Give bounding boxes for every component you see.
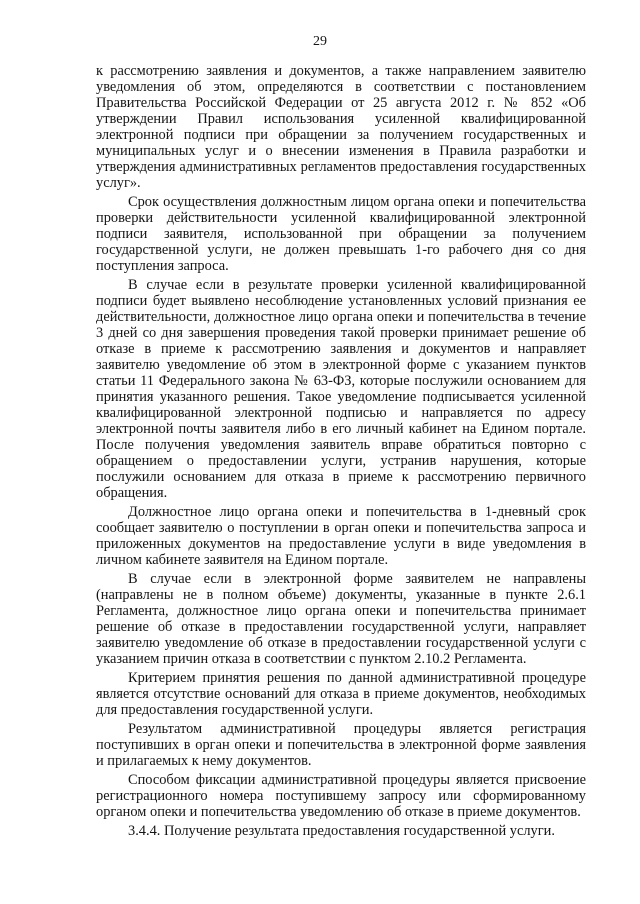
paragraph-fixation-method: Способом фиксации административной процедуры является присвоение регистрационного номера поступившему запросу или сформированному органом опеки и попечительства уведомлению об отказе в приеме документов. <box>96 772 586 820</box>
paragraph-decision-criterion: Критерием принятия решения по данной административной процедуре является отсутствие оснований для отказа в приеме документов, необходимых для предоставления государственной услуги. <box>96 670 586 718</box>
page-number: 29 <box>313 34 327 49</box>
document-body <box>96 63 586 842</box>
paragraph-signature-invalid: В случае если в результате проверки усиленной квалифицированной подписи будет выявлено несоблюдение установленных условий признания ее действительности, должностное лицо органа опеки и попечительства в течение 3 дней со дня завершения проведения такой проверки принимает решение об отказе в приеме к рассмотрению заявления и документов и направляет заявителю уведомление об этом в электронной форме с указанием пунктов статьи 11 Федерального закона № 63-ФЗ, которые послужили основанием для принятия указанного решения. Такое уведомление подписывается усиленной квалифицированной электронной подписью и направляется по адресу электронной почты заявителя либо в его личный кабинет на Едином портале. После получения уведомления заявитель вправе обратиться повторно с обращением о предоставлении услуги, устранив нарушения, которые послужили основанием для отказа в приеме к рассмотрению первичного обращения. <box>96 277 586 501</box>
paragraph-verification-deadline: Срок осуществления должностным лицом органа опеки и попечительства проверки действительности усиленной квалифицированной электронной подписи заявителя, использованной при обращении за получением государственной услуги, не должен превышать 1-го рабочего дня со дня поступления запроса. <box>96 194 586 274</box>
section-heading-3-4-4: 3.4.4. Получение результата предоставления государственной услуги. <box>128 823 555 839</box>
paragraph-procedure-result: Результатом административной процедуры является регистрация поступивших в орган опеки и попечительства в электронной форме заявления и прилагаемых к нему документов. <box>96 721 586 769</box>
paragraph-receipt-notification: Должностное лицо органа опеки и попечительства в 1-дневный срок сообщает заявителю о поступлении в орган опеки и попечительства запроса и приложенных документов на предоставление услуги в виде уведомления в личном кабинете заявителя на Едином портале. <box>96 504 586 568</box>
paragraph-continuation: к рассмотрению заявления и документов, а также направлением заявителю уведомления об этом, определяются в соответствии с постановлением Правительства Российской Федерации от 25 августа 2012 г. № 852 «Об утверждении Правил использования усиленной квалифицированной электронной подписи при обращении за получением государственных и муниципальных услуг и о внесении изменения в Правила разработки и утверждения административных регламентов предоставления государственных услуг». <box>96 63 586 191</box>
paragraph-incomplete-documents: В случае если в электронной форме заявителем не направлены (направлены не в полном объеме) документы, указанные в пункте 2.6.1 Регламента, должностное лицо органа опеки и попечительства принимает решение об отказе в предоставлении государственной услуги, направляет заявителю уведомление об отказе в предоставлении государственной услуги с указанием причин отказа в соответствии с пунктом 2.10.2 Регламента. <box>96 571 586 667</box>
